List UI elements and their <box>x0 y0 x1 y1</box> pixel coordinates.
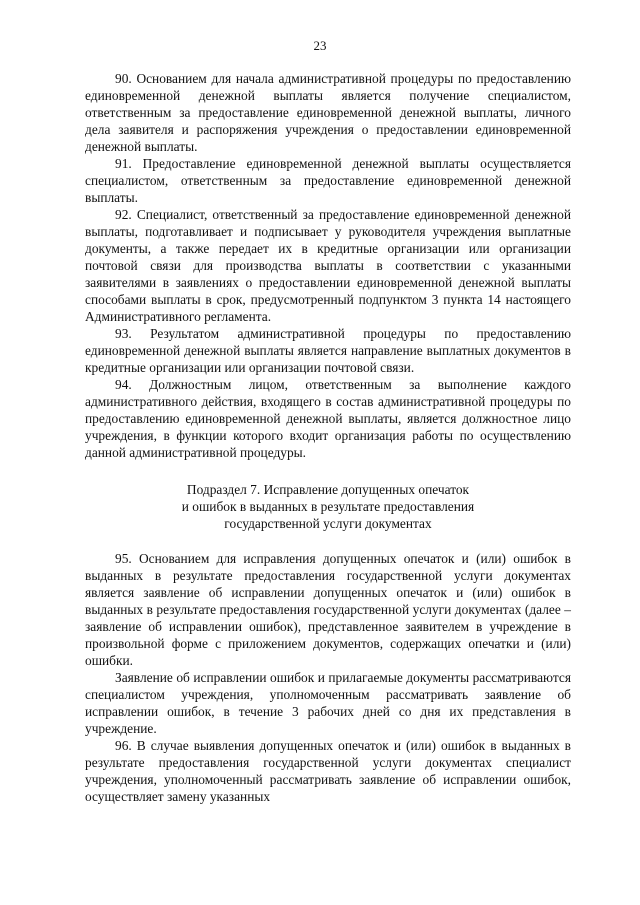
section-heading <box>85 481 571 532</box>
section-heading-line-3: государственной услуги документах <box>224 516 432 531</box>
paragraph-94: 94. Должностным лицом, ответственным за выполнение каждого административного действия, входящего в состав административной процедуры по предоставлению единовременной денежной выплаты, является должностное лицо учреждения, в функции которого входит организация работы по осуществлению данной административной процедуры. <box>85 377 571 460</box>
paragraph-90: 90. Основанием для начала административной процедуры по предоставлению единовременной денежной выплаты является получение специалистом, ответственным за предоставление единовременной денежной выплаты, личного дела заявителя и распоряжения учреждения о предоставлении единовременной денежной выплаты. <box>85 71 571 154</box>
section-heading-line-1: Подраздел 7. Исправление допущенных опечаток <box>186 482 470 497</box>
paragraph-92: 92. Специалист, ответственный за предоставление единовременной денежной выплаты, подготавливает и подписывает у руководителя учреждения выплатные документы, а также передает их в кредитные организации или организации почтовой связи для производства выплаты в соответствии с указанными заявителями в заявлениях о предоставлении единовременной денежной выплаты способами выплаты в срок, предусмотренный подпунктом 3 пункта 14 настоящего Административного регламента. <box>85 207 571 324</box>
paragraph-96: 96. В случае выявления допущенных опечаток и (или) ошибок в выданных в результате предоставления государственной услуги документах специалист учреждения, уполномоченный рассматривать заявление об исправлении ошибок, осуществляет замену указанных <box>85 738 571 804</box>
document-body <box>85 70 571 805</box>
paragraph-95-continuation: Заявление об исправлении ошибок и прилагаемые документы рассматриваются специалистом учреждения, уполномоченным рассматривать заявление об исправлении ошибок, в течение 3 рабочих дней со дня их представления в учреждение. <box>85 670 571 736</box>
page-number: 23 <box>313 38 327 53</box>
paragraph-95: 95. Основанием для исправления допущенных опечаток и (или) ошибок в выданных в результате предоставления государственной услуги документах является заявление об исправлении допущенных опечаток и (или) ошибок в выданных в результате предоставления государственной услуги документах (далее – заявление об исправлении ошибок), представленное заявителем в учреждение в произвольной форме с приложением документов, содержащих опечатки и (или) ошибки. <box>85 551 571 668</box>
section-heading-line-2: и ошибок в выданных в результате предоставления <box>181 499 475 514</box>
paragraph-93: 93. Результатом административной процедуры по предоставлению единовременной денежной выплаты является направление выплатных документов в кредитные организации или организации почтовой связи. <box>85 326 571 375</box>
paragraph-91: 91. Предоставление единовременной денежной выплаты осуществляется специалистом, ответственным за предоставление единовременной денежной выплаты. <box>85 156 571 205</box>
